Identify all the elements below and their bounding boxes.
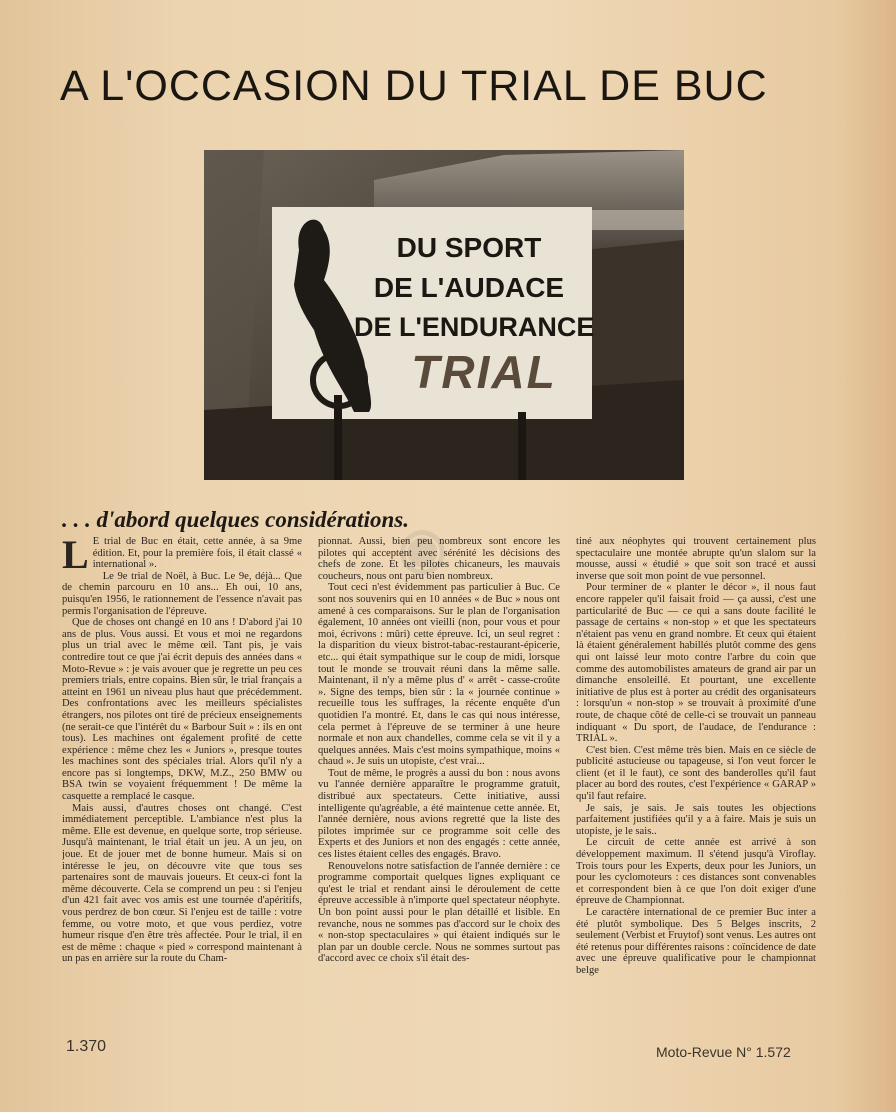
- text-column-3: [576, 536, 816, 1032]
- paragraph: pionnat. Aussi, bien peu nombreux sont encore les pilotes qui acceptent avec sérénité les décisions des chefs de zone. Et les pilotes chicaneurs, les mauvais coucheurs, nous ont paru bien nombreux.: [318, 536, 560, 582]
- article-headline: A L'OCCASION DU TRIAL DE BUC: [60, 62, 768, 110]
- sign-line-1: DU SPORT: [396, 232, 542, 263]
- publication-footer: Moto-Revue N° 1.572: [656, 1044, 791, 1060]
- text-column-2: [318, 536, 560, 1032]
- sign-post-right: [518, 412, 526, 480]
- paragraph: Le caractère international de ce premier Buc inter a été plutôt symbolique. Des 5 Belges inscrits, 2 seulement (Verbist et Fruytof) sont venus. Les autres ont été retenus pour différentes raisons : coïncidence de date avec une épreuve qualificative pour le championnat belge: [576, 907, 816, 976]
- paragraph: tiné aux néophytes qui trouvent certainement plus spectaculaire une montée abrupte qu'un slalom sur la mousse, aussi « étudié » que soit son tracé et aussi inverse que soit mon point de vue personnel.: [576, 536, 816, 582]
- paragraph: Que de choses ont changé en 10 ans ! D'abord j'ai 10 ans de plus. Vous aussi. Et vous et moi ne regardons plus un trial avec le même œil. Tant pis, je vais contredire tout ce que j'ai écrit depuis des années dans « Moto-Revue » : je vais avouer que je regrette un peu ces premiers trials, entre copains. Bien sûr, le trial français a atteint en 1961 un niveau plus haut que précédemment. Des confrontations avec les meilleurs spécialistes étrangers, nos pilotes ont tiré de précieux enseignements (ne serait-ce que l'intérêt du « Barbour Suit » : ils en ont tous). Les machines ont également profité de cette expérience : même chez les « Juniors », presque toutes les machines sont des spéciales trial. Alors qu'il n'y a encore pas si longtemps, DKW, M.Z., 250 BMW ou BSA twin se voyaient fréquemment ! De même la casquette a remplacé le casque.: [62, 617, 302, 803]
- article-photo: [204, 150, 684, 480]
- paragraph: Le 9e trial de Noël, à Buc. Le 9e, déjà... Que de chemin parcouru en 10 ans... Eh oui, 10 ans, puisqu'en 1956, le rationnement de l'essence n'avait pas permis l'organisation de l'épreuve.: [62, 570, 302, 617]
- paragraph: Renouvelons notre satisfaction de l'année dernière : ce programme comportait quelques lignes expliquant ce qu'est le trial et rendant ainsi le déroulement de cette épreuve accessible à n'importe quel spectateur néophyte. Un bon point aussi pour le plan détaillé et lisible. En revanche, nous ne sommes pas d'accord sur le choix des « non-stop spectaculaires » qui étaient indiqués sur le plan par un double cercle. Nous ne sommes surtout pas d'accord avec ce choix s'il était des-: [318, 860, 560, 965]
- drop-cap: L: [62, 536, 89, 577]
- paragraph: Je sais, je sais. Je sais toutes les objections parfaitement justifiées qu'il y a à faire. Mais je suis un utopiste, je le sais..: [576, 802, 816, 837]
- paragraph: C'est bien. C'est même très bien. Mais en ce siècle de publicité astucieuse ou tapageuse, si l'on veut forcer le client (et il le faut), ce sont des banderolles qu'il faut placer au bord des routes, c'est l'expérience « GARAP » qu'il faut refaire.: [576, 744, 816, 803]
- sign-line-4: TRIAL: [411, 346, 557, 398]
- paragraph: Le circuit de cette année est arrivé à son développement maximum. Il s'étend jusqu'à Viroflay. Trois tours pour les Experts, deux pour les Juniors, un pour les cyclomoteurs : ces distances sont convenables et correspondent bien à ce que l'on doit exiger d'une épreuve de Championnat.: [576, 837, 816, 907]
- paragraph: Tout de même, le progrès a aussi du bon : nous avons vu l'année dernière apparaître le programme gratuit, distribué aux spectateurs. Cette initiative, aussi intelligente qu'agréable, a été maintenue cette année. Et, l'année dernière, nous avions regretté que la liste des pilotes imprimée sur ce programme soit celle des Experts et des Juniors et non des engagés : cette année, ces listes étaient celles des engagés. Bravo.: [318, 767, 560, 861]
- watermark: ◉: [398, 516, 447, 579]
- sign-line-3: DE L'ENDURANCE: [354, 312, 595, 342]
- article-subhead: . . . d'abord quelques considérations.: [62, 507, 409, 532]
- page-number: 1.370: [66, 1038, 107, 1055]
- paper-stain: [836, 0, 896, 1112]
- paragraph: E trial de Buc en était, cette année, à sa 9me édition. Et, pour la première fois, il était classé « international ».: [92, 536, 302, 571]
- text-column-1: [62, 536, 302, 1032]
- paragraph: Pour terminer de « planter le décor », il nous faut encore rappeler qu'il faisait froid — ça aussi, c'est une particularité de Buc — ce qui a sans doute facilité le passage de certains « non-stop » et que les spectateurs n'étaient pas venu en grand nombre. Et ceux qui étaient là étaient généralement habillés plutôt comme des gens qui ont laissé leur moto contre l'arbre du coin que comme des automobilistes amateurs de grand air par un dimanche ensoleillé. Et pourtant, une excellente initiative de plus est à porter au crédit des organisateurs : lorsqu'un « non-stop » se trouvait à proximité d'une route, de chaque côté de celle-ci se trouvait un panneau indiquant « Du sport, de l'audace, de l'endurance : TRIAL ».: [576, 582, 816, 745]
- sign-line-2: DE L'AUDACE: [373, 272, 565, 303]
- paragraph: Mais aussi, d'autres choses ont changé. C'est immédiatement perceptible. L'ambiance n'est plus la même. Elle est devenue, en quelque sorte, trop sérieuse. Jusqu'à maintenant, le trial était un jeu. A un jeu, on joue. Et de jouer met de bonne humeur. Mais si on intéresse le jeu, on découvre vite que tous ses partenaires sont de mauvais joueurs. Et ceux-ci font la même découverte. Cela se comprend un peu : si l'enjeu d'un 421 fait avec vos amis est une tournée d'apéritifs, vous perdrez de bon cœur. Si l'enjeu est de taille : votre femme, ou votre moto, et que vous perdiez, votre humeur risque d'en être très affectée. Pour le trial, il en est de même : chaque « pied » correspond maintenant à un pas en arrière sur la route du Cham-: [62, 802, 302, 965]
- paragraph: Tout ceci n'est évidemment pas particulier à Buc. Ce sont nos souvenirs qui en 10 années « de Buc » nous ont amené à ces comparaisons. Sur le plan de l'organisation également, 10 années ont vieilli (non, pour vous et pour moi, écrivons : mûri) cette épreuve. Ici, un seul regret : la disparition du vieux bistrot-tabac-restaurant-épicerie, etc... qui était sympathique sur le coup de midi, lorsque tout le monde se trouvait réuni dans la même salle. Maintenant, il n'y a même plus d' « arrêt - casse-croûte ». Signe des temps, bien sûr : la « journée continue » recueille tous les suffrages, la récente enquête d'un quotidien l'a montré. Et, dans le cas qui nous intéresse, cela permet à l'épreuve de se terminer à une heure normale et non aux chandelles, comme cela se vit il y a quelques années. Mais c'est moins sympathique, moins « chaud ». Je suis un utopiste, c'est vrai...: [318, 582, 560, 768]
